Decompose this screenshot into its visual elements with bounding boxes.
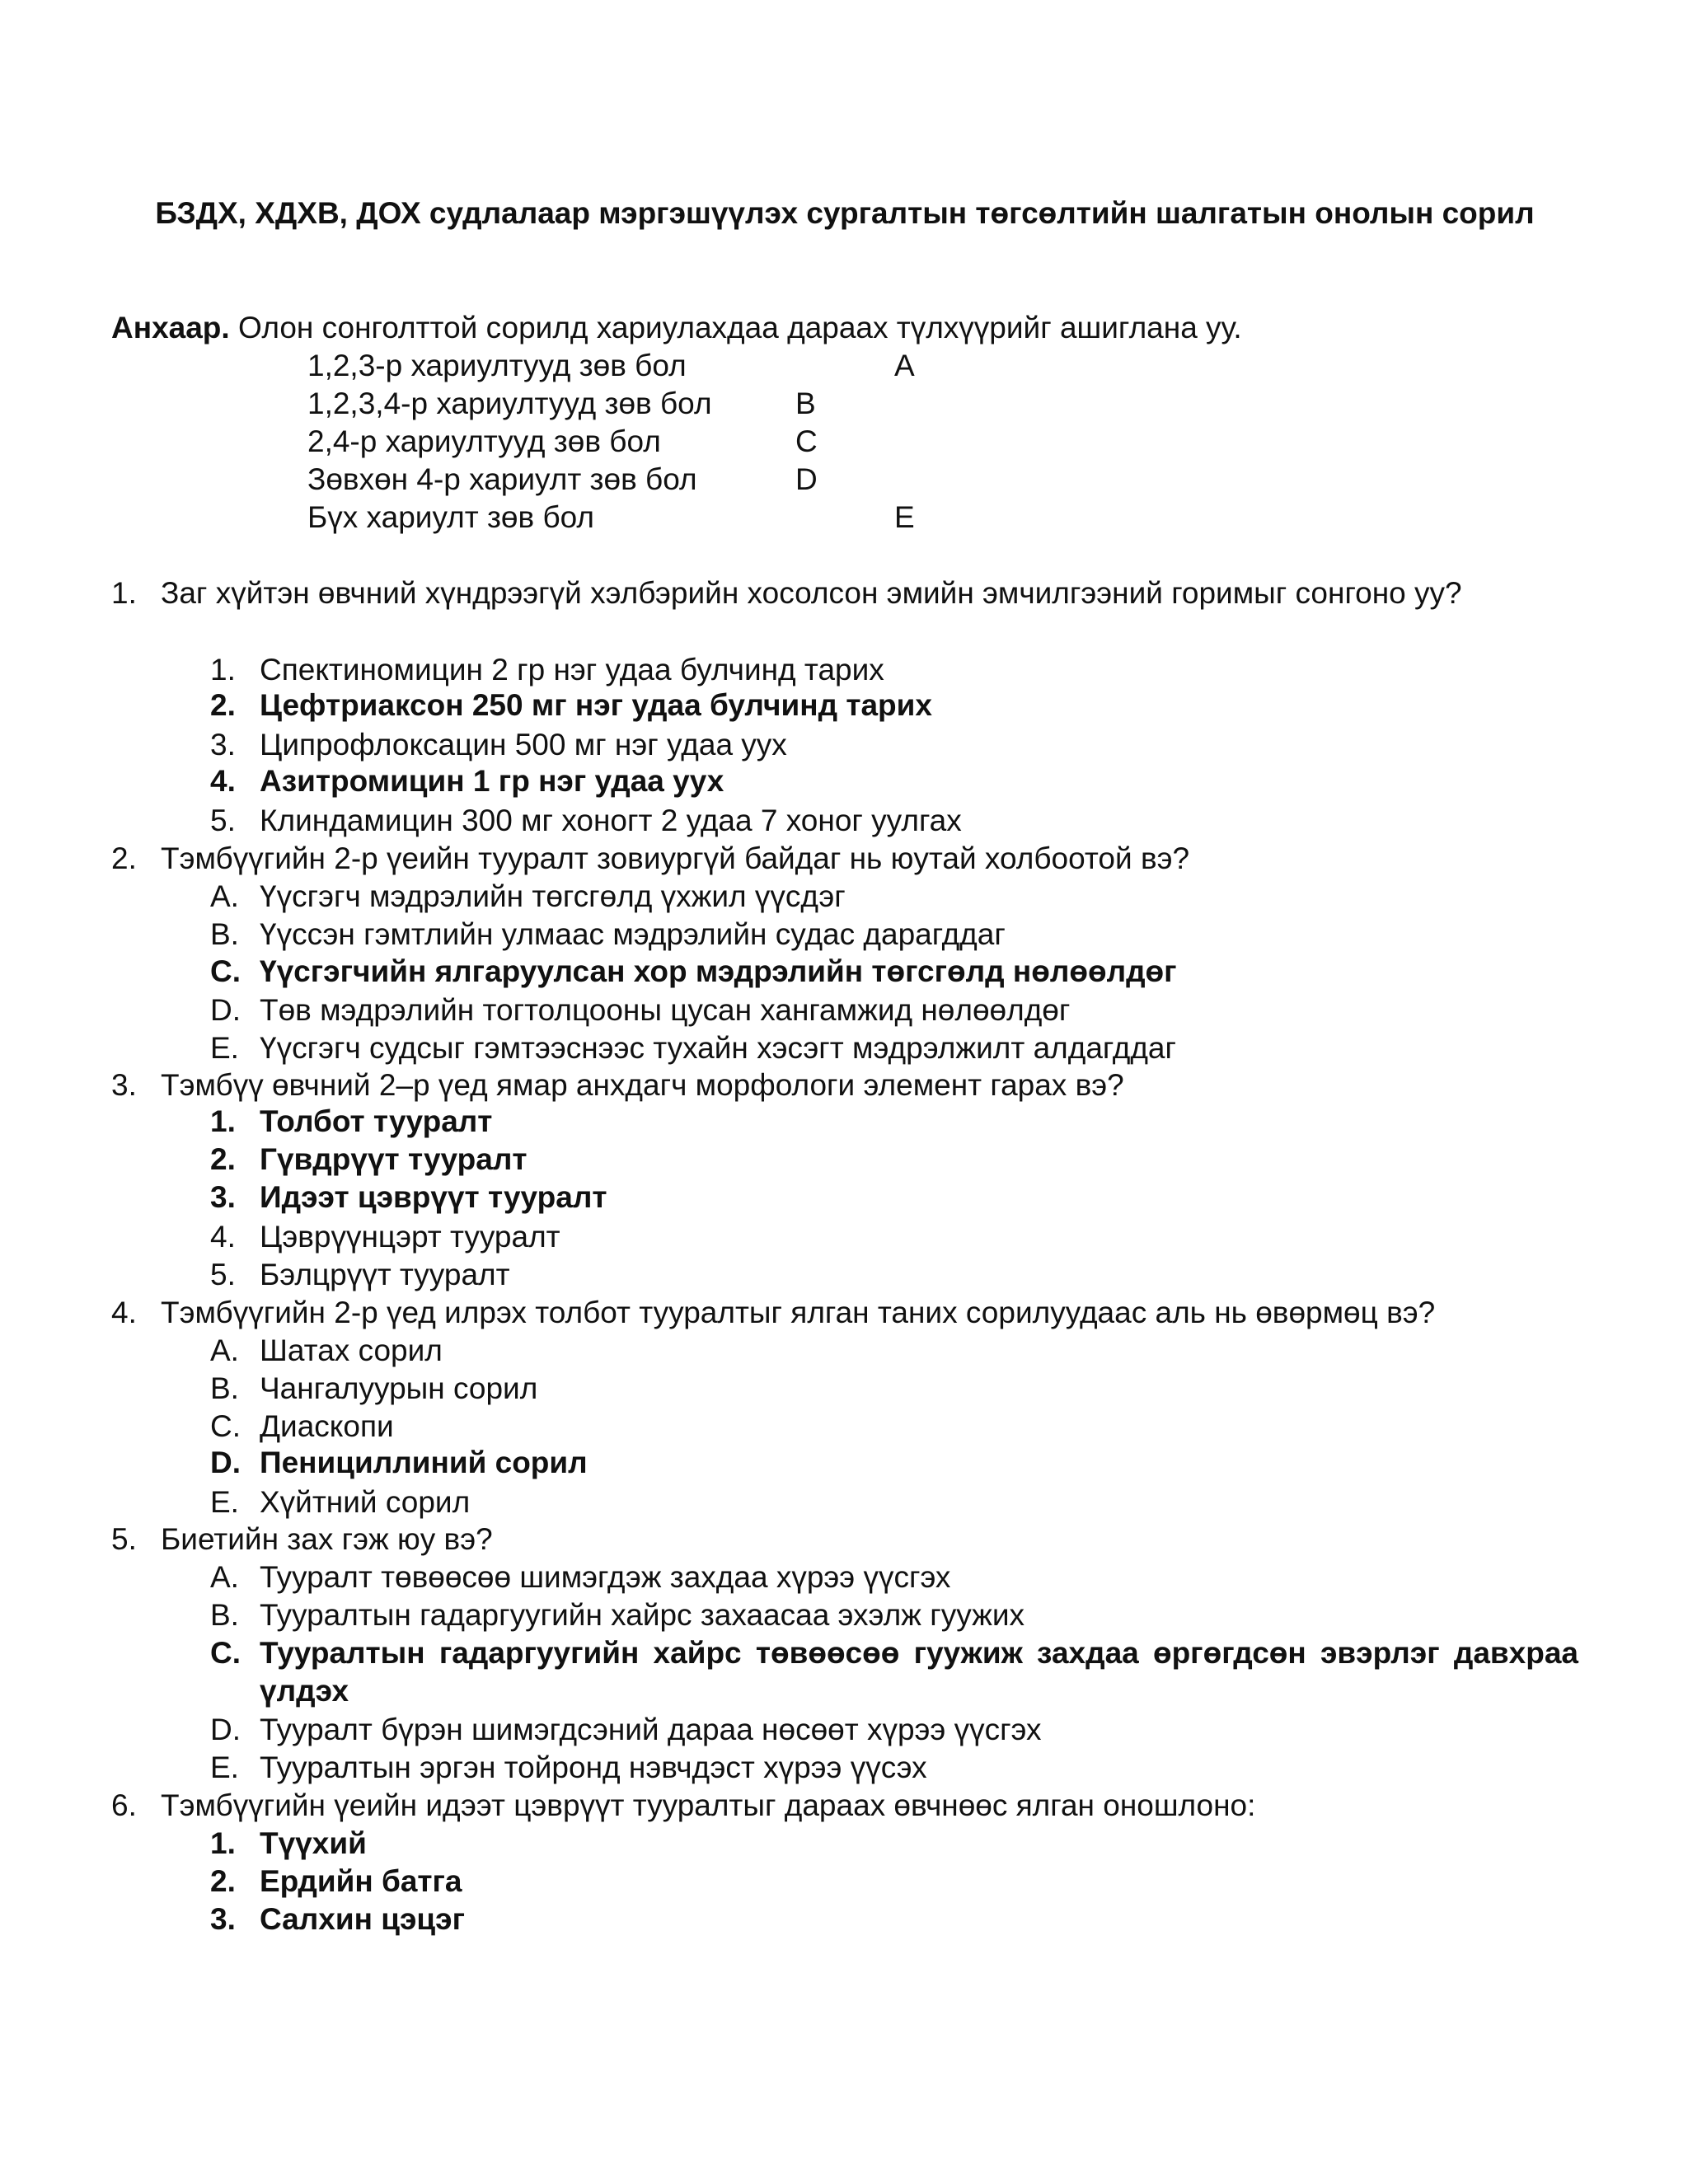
option-text: Шатах сорил [260,1333,443,1367]
answer-key-code: C [795,424,818,458]
option-number: B. [210,1598,239,1632]
option-number: 4. [210,1220,236,1254]
option-text: Хүйтний сорил [260,1485,471,1519]
option-number: 1. [210,1104,236,1138]
question-text: Тэмбүү өвчний 2–р үед ямар анхдагч морфологи элемент гарах вэ? [161,1068,1124,1102]
question-number: 2. [111,841,137,875]
option-text: Идээт цэврүүт тууралт [260,1180,607,1214]
option-number: E. [210,1031,239,1065]
option-number: C. [210,954,241,988]
answer-key-code: E [894,500,915,534]
option-number: 4. [210,764,236,798]
option-number: E. [210,1485,239,1519]
answer-key-text: 2,4-р хариултууд зөв бол [307,424,661,458]
option-number: D. [210,1713,241,1746]
option-number: E. [210,1750,239,1784]
question-number: 3. [111,1068,137,1102]
option-text: Ципрофлоксацин 500 мг нэг удаа уух [260,728,787,762]
option-number: C. [210,1636,241,1670]
option-text: Ердийн батга [260,1864,462,1898]
notice [111,309,1242,347]
option-text: Салхин цэцэг [260,1902,465,1936]
option-text: Спектиномицин 2 гр нэг удаа булчинд тарих [260,653,884,687]
question-text: Тэмбүүгийн 2-р үеийн тууралт зовиургүй байдаг нь юутай холбоотой вэ? [161,841,1190,875]
option-text: Гүвдрүүт тууралт [260,1142,528,1176]
answer-key-text: Зөвхөн 4-р хариулт зөв бол [307,462,697,496]
question-number: 1. [111,576,137,610]
notice-text: Олон сонголттой сорилд хариулахдаа дараах түлхүүрийг ашиглана уу. [229,311,1242,344]
question-text: Биетийн зах гэж юу вэ? [161,1522,493,1556]
answer-key-code: B [795,387,816,420]
option-number: D. [210,1446,241,1479]
option-text: Чангалуурын сорил [260,1371,538,1405]
option-number: 2. [210,1864,236,1898]
answer-key-code: A [894,349,915,382]
option-text: Түүхий [260,1826,367,1860]
option-text: Үүсгэгчийн ялгаруулсан хор мэдрэлийн төгсгөлд нөлөөлдөг [260,954,1177,988]
option-number: B. [210,917,239,951]
option-text: Үүссэн гэмтлийн улмаас мэдрэлийн судас дарагддаг [260,917,1006,951]
option-text: Тууралтын эргэн тойронд нэвчдэст хүрээ үүсэх [260,1750,927,1784]
option-number: 5. [210,1258,236,1291]
question-text: Заг хүйтэн өвчний хүндрээгүй хэлбэрийн хосолсон эмийн эмчилгээний горимыг сонгоно уу? [161,576,1462,610]
question-number: 6. [111,1788,137,1822]
option-number: C. [210,1409,241,1443]
option-text: Үүсгэгч судсыг гэмтээснээс тухайн хэсэгт мэдрэлжилт алдагддаг [260,1031,1177,1065]
question-text: Тэмбүүгийн үеийн идээт цэврүүт тууралтыг дараах өвчнөөс ялган оношлоно: [161,1788,1256,1822]
option-number: 3. [210,1180,236,1214]
option-number: 3. [210,1902,236,1936]
option-number: A. [210,1333,239,1367]
option-text: Тууралт бүрэн шимэгдсэний дараа нөсөөт хүрээ үүсгэх [260,1713,1042,1746]
option-number: 5. [210,804,236,837]
option-number: 1. [210,1826,236,1860]
option-text: Цэврүүнцэрт тууралт [260,1220,560,1254]
option-number: 2. [210,1142,236,1176]
answer-key-text: 1,2,3-р хариултууд зөв бол [307,349,687,382]
option-number: 1. [210,653,236,687]
option-text: Тууралтын гадаргуугийн хайрс захаасаа эхэлж гуужих [260,1598,1025,1632]
option-text: Төв мэдрэлийн тогтолцооны цусан хангамжид нөлөөлдөг [260,993,1071,1027]
answer-key-code: D [795,462,818,496]
answer-key-text: Бүх хариулт зөв бол [307,500,594,534]
answer-key-text: 1,2,3,4-р хариултууд зөв бол [307,387,712,420]
option-text: Тууралтын гадаргуугийн хайрс төвөөсөө гуужиж захдаа өргөгдсөн эвэрлэг давхраа үлдэх [260,1636,1578,1708]
question-text: Тэмбүүгийн 2-р үед илрэх толбот тууралтыг ялган таних сорилуудаас аль нь өвөрмөц вэ? [161,1296,1436,1329]
option-number: B. [210,1371,239,1405]
option-number: 2. [210,688,236,722]
option-number: 3. [210,728,236,762]
option-text: Үүсгэгч мэдрэлийн төгсгөлд үхжил үүсдэг [260,879,846,913]
option-text: Бэлцрүүт тууралт [260,1258,510,1291]
option-text: Диаскопи [260,1409,394,1443]
option-text: Толбот тууралт [260,1104,493,1138]
option-number: A. [210,879,239,913]
notice-label: Анхаар. [111,311,230,344]
option-text: Азитромицин 1 гр нэг удаа уух [260,764,724,798]
option-text: Пенициллиний сорил [260,1446,588,1479]
option-text: Тууралт төвөөсөө шимэгдэж захдаа хүрээ үүсгэх [260,1560,951,1594]
question-number: 4. [111,1296,137,1329]
option-number: D. [210,993,241,1027]
page-title: БЗДХ, ХДХВ, ДОХ судлалаар мэргэшүүлэх сургалтын төгсөлтийн шалгатын онолын сорил [155,196,1535,230]
option-text: Цефтриаксон 250 мг нэг удаа булчинд тарих [260,688,932,722]
option-text: Клиндамицин 300 мг хоногт 2 удаа 7 хоног уулгах [260,804,962,837]
option-number: A. [210,1560,239,1594]
question-number: 5. [111,1522,137,1556]
